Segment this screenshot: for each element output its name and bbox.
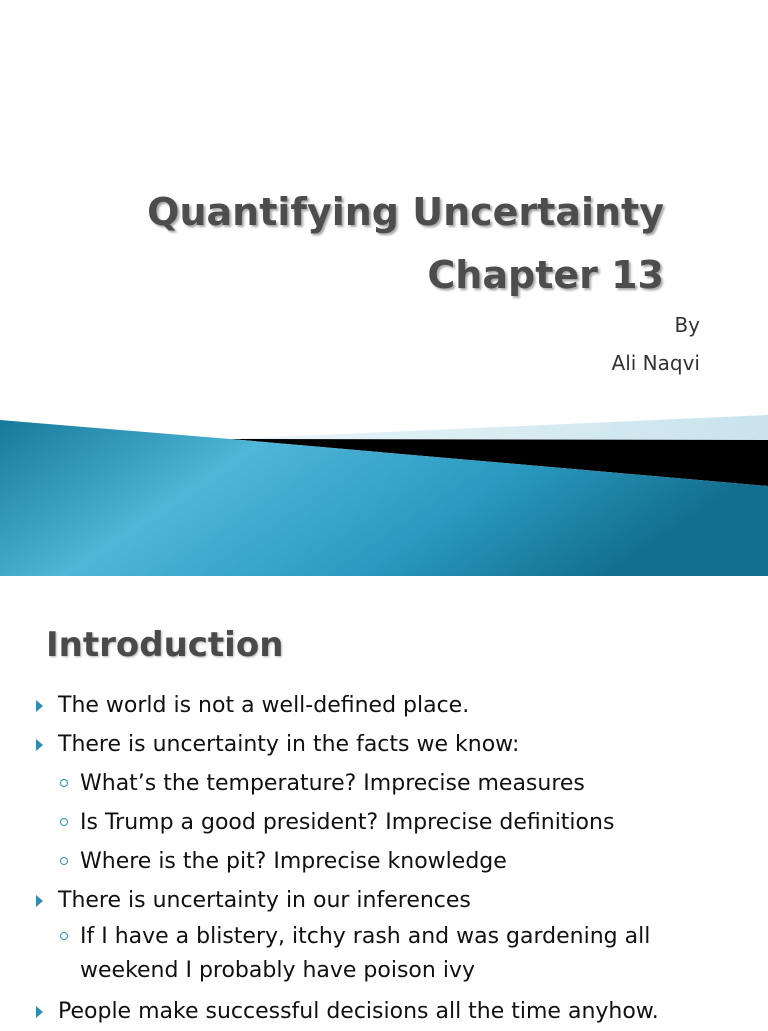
bullet-text: The world is not a well-defined place. bbox=[58, 693, 470, 718]
slide-title-line-1: Quantifying Uncertainty bbox=[147, 190, 664, 234]
bullet-text: There is uncertainty in our inferences bbox=[58, 888, 471, 913]
bullet-text: People make successful decisions all the time anyhow. bbox=[58, 999, 659, 1024]
introduction-heading: Introduction bbox=[46, 625, 284, 665]
triangle-bullet-icon bbox=[36, 895, 43, 907]
sub-bullet-item bbox=[0, 920, 720, 992]
bullet-list bbox=[0, 686, 768, 1031]
bullet-item bbox=[0, 992, 768, 1031]
sub-bullet-item bbox=[0, 842, 768, 881]
sub-bullet-item bbox=[0, 764, 768, 803]
circle-bullet-icon bbox=[60, 857, 68, 865]
circle-bullet-icon bbox=[60, 818, 68, 826]
circle-bullet-icon bbox=[60, 779, 68, 787]
sub-bullet-text: Is Trump a good president? Imprecise definitions bbox=[80, 810, 615, 835]
triangle-bullet-icon bbox=[36, 739, 43, 751]
sub-bullet-text: If I have a blistery, itchy rash and was gardening all weekend I probably have poison ivy bbox=[80, 924, 651, 983]
sub-bullet-item bbox=[0, 803, 768, 842]
slide-title-line-2: Chapter 13 bbox=[427, 253, 664, 297]
circle-bullet-icon bbox=[60, 932, 68, 940]
triangle-bullet-icon bbox=[36, 1006, 43, 1018]
subtitle-author: Ali Naqvi bbox=[611, 351, 700, 375]
bullet-item bbox=[0, 881, 768, 920]
decorative-banner bbox=[0, 412, 768, 576]
bullet-item bbox=[0, 725, 768, 764]
triangle-bullet-icon bbox=[36, 700, 43, 712]
sub-bullet-text: What’s the temperature? Imprecise measures bbox=[80, 771, 585, 796]
banner-light-stripe bbox=[230, 415, 768, 440]
bullet-text: There is uncertainty in the facts we know: bbox=[58, 732, 520, 757]
sub-bullet-text: Where is the pit? Imprecise knowledge bbox=[80, 849, 507, 874]
subtitle-by: By bbox=[674, 313, 700, 337]
bullet-item bbox=[0, 686, 768, 725]
